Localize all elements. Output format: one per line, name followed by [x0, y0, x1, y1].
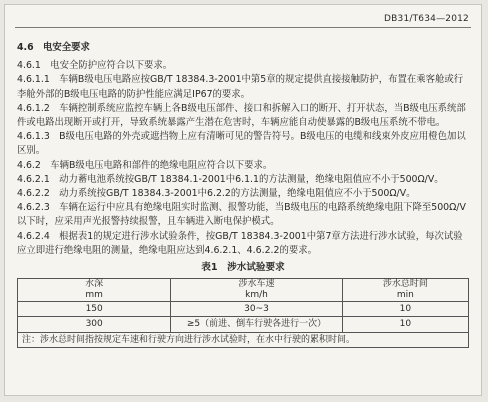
water-wading-table	[17, 278, 469, 348]
paragraph-4-6-2-2: 4.6.2.2 动力系统按GB/T 18384.3-2001中6.2.2的方法测量，绝缘电阻值应不小于500Ω/V。	[17, 188, 416, 200]
table-cell: 300	[18, 317, 171, 332]
paragraph-4-6-2: 4.6.2 车辆B级电压电路和部件的绝缘电阻应符合以下要求。	[17, 159, 273, 171]
header-wading-speed-name: 涉水车速	[238, 279, 275, 290]
table-row	[18, 302, 469, 317]
header-water-depth-unit: mm	[85, 290, 103, 301]
paragraph-4-6-2-4: 4.6.2.4 根据表1的规定进行涉水试验条件，按GB/T 18384.3-2001中第7章方法进行涉水试验，每次试验应立即进行绝缘电阻的测量，绝缘电阻应达到4.6.2.1、4.6.2.2的要求。	[17, 230, 463, 256]
paragraph-4-6-1: 4.6.1 电安全防护应符合以下要求。	[17, 60, 173, 72]
paragraph-4-6-2-3: 4.6.2.3 车辆在运行中应具有绝缘电阻实时监测、报警功能，当B级电压的电路系统绝缘电阻下降至500Ω/V以下时，应采用声光报警持续报警，且车辆进入断电保护模式。	[17, 202, 466, 228]
header-water-depth-name: 水深	[85, 279, 104, 290]
header-total-time-unit: min	[396, 290, 414, 301]
table-note-row	[18, 332, 469, 347]
table-header-row	[18, 279, 469, 302]
table-row	[18, 317, 469, 332]
section-title: 4.6 电安全要求	[17, 42, 90, 53]
table-cell: 10	[342, 302, 468, 317]
table-cell: ≥5（前进、倒车行驶各进行一次）	[171, 317, 342, 332]
table-cell: 10	[342, 317, 468, 332]
table-cell: 150	[18, 302, 171, 317]
document-body	[17, 41, 469, 348]
header-wading-speed-unit: km/h	[245, 290, 268, 301]
header-total-time	[342, 279, 468, 302]
header-water-depth	[18, 279, 171, 302]
paragraph-4-6-1-1: 4.6.1.1 车辆B级电压电路应按GB/T 18384.3-2001中第5章的规定提供直接接触防护，布置在乘客舱或行李舱外部的B级电压电路的防护性能应满足IP67的要求。	[17, 74, 464, 100]
table-title: 表1 涉水试验要求	[201, 262, 285, 274]
document-page	[4, 4, 482, 396]
paragraph-4-6-1-2: 4.6.1.2 车辆控制系统应监控车辆上各B级电压部件、接口和拆解入口的断开、打开状态，当B级电压系统部件或电路出现断开或打开，导致系统暴露产生潜在危害时，车辆应能自动使暴露的B级电压系统不带电。	[17, 102, 466, 129]
header-rule	[15, 27, 471, 28]
table-note: 注：涉水总时间指按规定车速和行驶方向进行涉水试验时，在水中行驶的累积时间。	[18, 332, 469, 347]
header-total-time-name: 涉水总时间	[382, 279, 428, 290]
paragraph-4-6-1-3: 4.6.1.3 B级电压电路的外壳或遮挡物上应有清晰可见的警告符号。B级电压的电缆和线束外皮应用橙色加以区别。	[17, 131, 466, 157]
document-id: DB31/T634—2012	[384, 14, 469, 24]
paragraph-4-6-2-1: 4.6.2.1 动力蓄电池系统按GB/T 18384.1-2001中6.1.1的方法测量，绝缘电阻值应不小于500Ω/V。	[17, 173, 444, 185]
header-wading-speed	[171, 279, 342, 302]
table-cell: 30~3	[171, 302, 342, 317]
